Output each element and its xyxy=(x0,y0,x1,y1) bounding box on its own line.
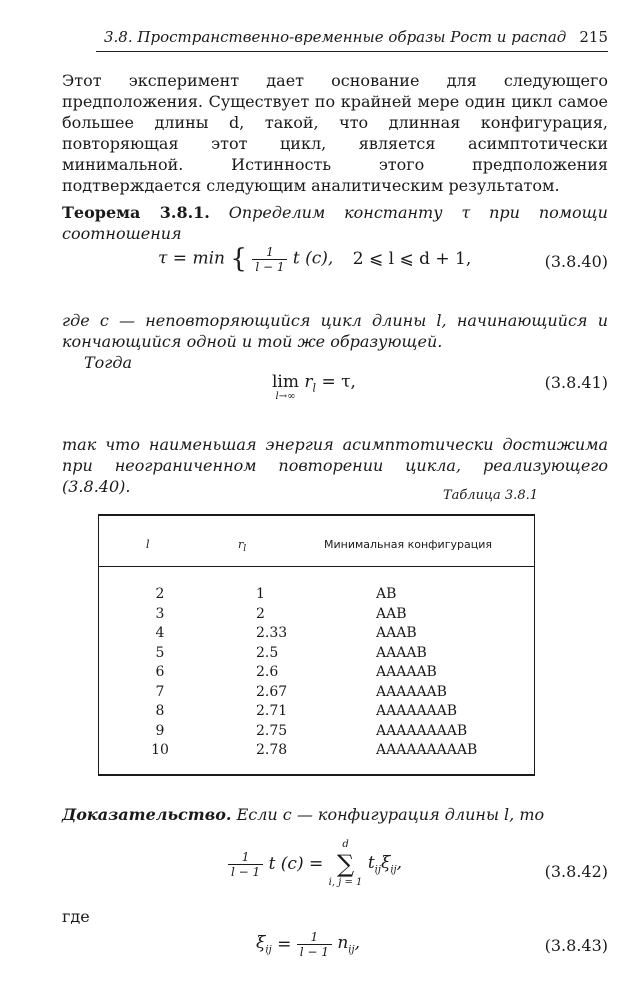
cell-r: 1 xyxy=(256,586,265,602)
eq42-frac-num: 1 xyxy=(228,850,263,865)
cell-l: 10 xyxy=(151,742,169,758)
eq-number-3-8-42: (3.8.42) xyxy=(544,862,608,881)
eq-number-3-8-41: (3.8.41) xyxy=(544,373,608,392)
eq43-tail: , xyxy=(354,933,360,954)
eq43-frac-num: 1 xyxy=(297,930,332,945)
cell-l: 7 xyxy=(155,683,165,700)
cell-r: 2.67 xyxy=(256,683,288,700)
cell-r: 2.5 xyxy=(256,644,279,661)
equation-3-8-42 xyxy=(228,838,402,890)
configuration-table xyxy=(98,514,535,776)
cell-r: 2 xyxy=(256,605,265,622)
cell-l: 5 xyxy=(155,644,165,661)
cell-l: 4 xyxy=(155,625,165,641)
cell-r: 2.75 xyxy=(256,722,288,739)
header-r xyxy=(238,538,246,554)
equation-3-8-43 xyxy=(256,930,360,959)
proof-head: Доказательство. xyxy=(62,805,232,824)
eq40-frac-den: l − 1 xyxy=(255,259,285,274)
table-left-border xyxy=(98,516,99,774)
eq42-tail: , xyxy=(396,852,403,873)
cell-config: AAAAAAAAB xyxy=(376,722,468,739)
cell-r: 2.6 xyxy=(256,664,279,680)
table-header-rule xyxy=(98,566,535,567)
cell-l: 8 xyxy=(155,703,165,719)
eq43-rhs: n xyxy=(337,933,349,954)
cell-r: 2.33 xyxy=(256,625,288,641)
cell-r: 2.78 xyxy=(256,742,288,758)
cell-config: AAAAAAAB xyxy=(376,703,458,719)
page-number: 215 xyxy=(579,28,608,46)
eq40-fraction xyxy=(252,245,287,274)
table-caption: Таблица 3.8.1 xyxy=(442,488,538,503)
eq40-condition: 2 ⩽ l ⩽ d + 1, xyxy=(352,248,472,269)
eq42-sum-top: d xyxy=(342,839,349,850)
page-header xyxy=(96,22,608,52)
eq42-term: t xyxy=(367,852,375,873)
eq42-fraction xyxy=(228,850,263,879)
paragraph-hypothesis: Этот эксперимент дает основание для следующего предположения. Существует по крайней мере один цикл самое большее длины d, такой, что длинная конфигурация, повторяющая этот цикл, является асимптотически минимальной. Истинность этого предположения подтверждается следующим аналитическим результатом. xyxy=(62,71,608,195)
eq-number-3-8-40: (3.8.40) xyxy=(544,252,608,271)
paragraph-cycle-definition: где c — неповторяющийся цикл длины l, начинающийся и кончающийся одной и той же образующей. xyxy=(62,311,608,351)
eq40-brace: { xyxy=(230,244,247,274)
eq-number-3-8-43: (3.8.43) xyxy=(544,936,608,955)
proof-text: Если c — конфигурация длины l, то xyxy=(236,805,545,824)
cell-config: AAAAB xyxy=(376,644,427,661)
eq43-lhs: ξ xyxy=(256,933,266,954)
running-title: 3.8. Пространственно-временные образы Рост и распад xyxy=(104,28,567,46)
cell-config: AAB xyxy=(376,605,407,622)
eq40-frac-num: 1 xyxy=(252,245,287,260)
cell-config: AAAAAAB xyxy=(376,683,447,700)
cell-config: AAAB xyxy=(376,625,417,641)
theorem-head: Теорема 3.8.1. xyxy=(62,203,210,222)
cell-config: AAAAAAAAAB xyxy=(376,742,478,758)
eq42-sum xyxy=(329,838,363,890)
paragraph-conclusion: так что наименьшая энергия асимптотически достижима при неограниченном повторении цикла, реализующего (3.8.40). xyxy=(62,435,608,496)
eq42-term-sub: ij xyxy=(374,864,381,876)
eq43-eq: = xyxy=(277,934,292,955)
cell-r: 2.71 xyxy=(256,703,288,719)
header-l: l xyxy=(146,538,150,551)
eq42-term2: ξ xyxy=(380,852,391,873)
eq43-lhs-sub: ij xyxy=(265,944,272,956)
equation-3-8-41 xyxy=(272,372,356,402)
cell-config: AB xyxy=(376,586,397,602)
then-word: Тогда xyxy=(84,353,133,372)
where-word: где xyxy=(62,907,90,926)
header-rule xyxy=(96,51,608,52)
eq42-frac-den: l − 1 xyxy=(231,864,261,879)
eq41-rhs: = τ, xyxy=(321,372,356,392)
eq43-fraction xyxy=(297,930,332,959)
proof-line xyxy=(62,804,608,825)
cell-config: AAAAAB xyxy=(376,664,437,680)
header-r-letter: r xyxy=(238,538,244,551)
table-right-border xyxy=(534,516,535,774)
eq40-lhs: τ = min xyxy=(158,248,225,269)
header-r-sub: l xyxy=(243,543,247,555)
eq43-frac-den: l − 1 xyxy=(299,945,329,959)
eq41-body: r xyxy=(304,372,313,392)
eq41-body-sub: l xyxy=(312,381,317,395)
equation-3-8-40 xyxy=(158,244,471,274)
theorem-text: Определим константу τ при помощи соотношения xyxy=(62,203,608,243)
eq40-body: t (c), xyxy=(292,248,334,269)
eq43-rhs-sub: ij xyxy=(348,944,355,956)
eq42-body: t (c) = xyxy=(268,854,324,874)
eq42-sum-bottom: i, j = 1 xyxy=(328,877,363,888)
eq41-lim-sub: l→∞ xyxy=(275,391,296,402)
eq42-term2-sub: ij xyxy=(390,864,397,876)
eq41-lim: lim xyxy=(272,372,299,392)
cell-l: 9 xyxy=(155,722,165,739)
header-config: Минимальная конфигурация xyxy=(324,538,492,551)
cell-l: 2 xyxy=(155,586,165,602)
eq42-sum-sign: ∑ xyxy=(336,850,355,878)
cell-l: 3 xyxy=(155,605,165,622)
cell-l: 6 xyxy=(155,664,165,680)
theorem-statement xyxy=(62,202,608,244)
